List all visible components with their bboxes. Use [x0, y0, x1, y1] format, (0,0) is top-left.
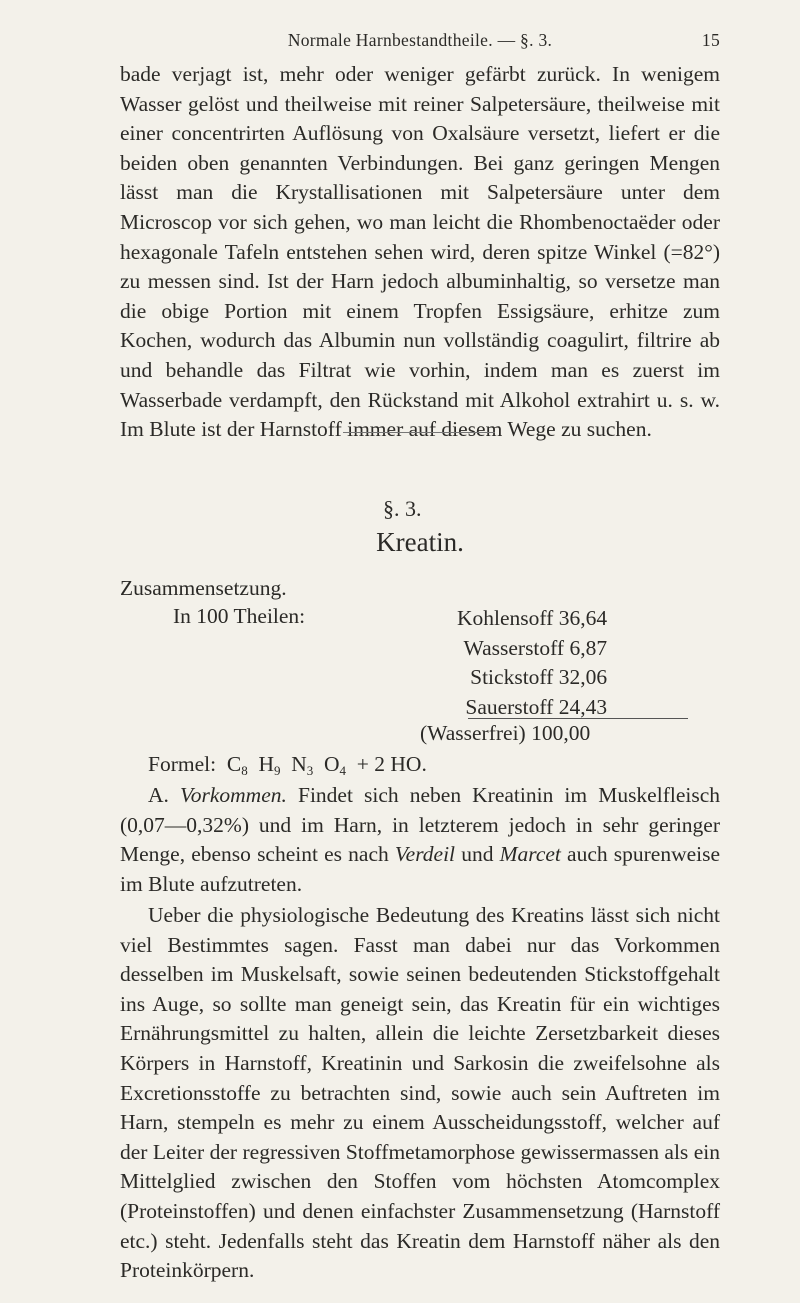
page-number: 15 — [701, 30, 720, 50]
section-title: Kreatin. — [376, 527, 464, 557]
element-value: 32,06 — [558, 665, 608, 690]
formula-nitrogen: N — [291, 752, 307, 776]
element-value: 36,64 — [558, 606, 608, 630]
formula-hydrogen-count: 9 — [273, 763, 281, 778]
composition-intro: In 100 Theilen: — [173, 604, 306, 628]
subsection-heading: Vorkommen. — [180, 783, 287, 807]
chemical-formula — [148, 752, 427, 779]
element-value: 24,43 — [558, 694, 608, 719]
element-name: Wasserstoff — [463, 635, 565, 660]
author-marcet: Marcet — [499, 842, 561, 867]
vorkommen-text: Findet sich neben Kreatinin im Muskelfleisch (0,07—0,32%) und im Harn, in letzterem jedoch in sehr geringer Menge, ebenso scheint es nach — [120, 783, 721, 867]
running-head — [120, 30, 720, 54]
formula-oxygen-count: 4 — [339, 763, 347, 778]
composition-total — [420, 721, 590, 746]
running-head-title: Normale Harnbestandtheile. — §. 3. — [287, 30, 553, 50]
element-name: Sauerstoff — [465, 694, 554, 719]
element-name: Stickstoff — [470, 665, 554, 690]
section-divider — [343, 432, 495, 433]
formula-carbon-count: 8 — [241, 763, 248, 778]
subsection-marker: A. — [148, 783, 169, 807]
paragraph-vorkommen — [120, 781, 720, 899]
composition-row — [457, 634, 607, 664]
author-verdeil: Verdeil — [394, 842, 456, 867]
section-number: §. 3. — [383, 496, 422, 521]
element-name: Kohlensoff — [457, 606, 554, 630]
total-value: 100,00 — [531, 721, 591, 745]
conjunction: und — [461, 842, 494, 867]
element-value: 6,87 — [569, 635, 608, 660]
paragraph-bedeutung: Ueber die physiologische Bedeutung des Kreatins lässt sich nicht viel Bestimmtes sagen. Fasst man dabei nur das Vorkommen desselben im Muskelsaft, sowie seinen bedeutenden Stickstoffgehalt ins Auge, so sollte man geneigt sein, das Kreatin für ein wichtiges Ernährungsmittel zu halten, allein die leichte Zersetzbarkeit dieses Körpers in Harnstoff, Kreatinin und Sarkosin die zweifelsohne als Excretionsstoffe zu betrachten sind, sowie auch sein Auftreten im Harn, stempeln es mehr zu einem Ausscheidungsstoff, welcher auf der Leiter der regressiven Stoffmetamorphose gewissermassen als ein Mittelglied zwischen den Stoffen vom höchsten Atomcomplex (Proteinstoffen) und denen einfachster Zusammensetzung (Harnstoff etc.) steht. Jedenfalls steht das Kreatin dem Harnstoff näher als den Proteinkörpern. — [120, 903, 720, 1283]
composition-table — [457, 604, 607, 722]
composition-label: Zusammensetzung. — [120, 576, 287, 600]
composition-row — [457, 604, 607, 634]
composition-row — [457, 663, 607, 693]
formula-water: + 2 HO. — [356, 752, 427, 776]
total-label: (Wasserfrei) — [420, 721, 526, 745]
formula-nitrogen-count: 3 — [306, 763, 314, 778]
formula-label: Formel: — [148, 752, 217, 776]
formula-oxygen: O — [324, 752, 340, 776]
sum-line — [468, 718, 688, 719]
formula-hydrogen: H — [258, 752, 274, 776]
vorkommen-text-end: auch spurenweise im Blute aufzutreten. — [120, 842, 721, 896]
formula-carbon: C — [226, 752, 242, 776]
paragraph-harnstoff-end: bade verjagt ist, mehr oder weniger gefärbt zurück. In wenigem Wasser gelöst und theilweise mit reiner Salpetersäure, theilweise mit einer concentrirten Auflösung von Oxalsäure versetzt, liefert er die beiden oben genannten Verbindungen. Bei ganz geringen Mengen lässt man die Krystallisationen mit Salpetersäure unter dem Microscop vor sich gehen, wo man leicht die Rhombenoctaëder oder hexagonale Tafeln entstehen sehen wird, deren spitze Winkel (=82°) zu messen sind. Ist der Harn jedoch albuminhaltig, so versetze man die obige Portion mit einem Tropfen Essigsäure, erhitze zum Kochen, wodurch das Albumin nun vollständig coagulirt, filtrire ab und behandle das Filtrat wie vorhin, indem man es zuerst im Wasserbade verdampft, den Rückstand mit Alkohol extrahirt u. s. w. Im Blute ist der Harnstoff immer auf diesem Wege zu suchen. — [120, 62, 720, 442]
